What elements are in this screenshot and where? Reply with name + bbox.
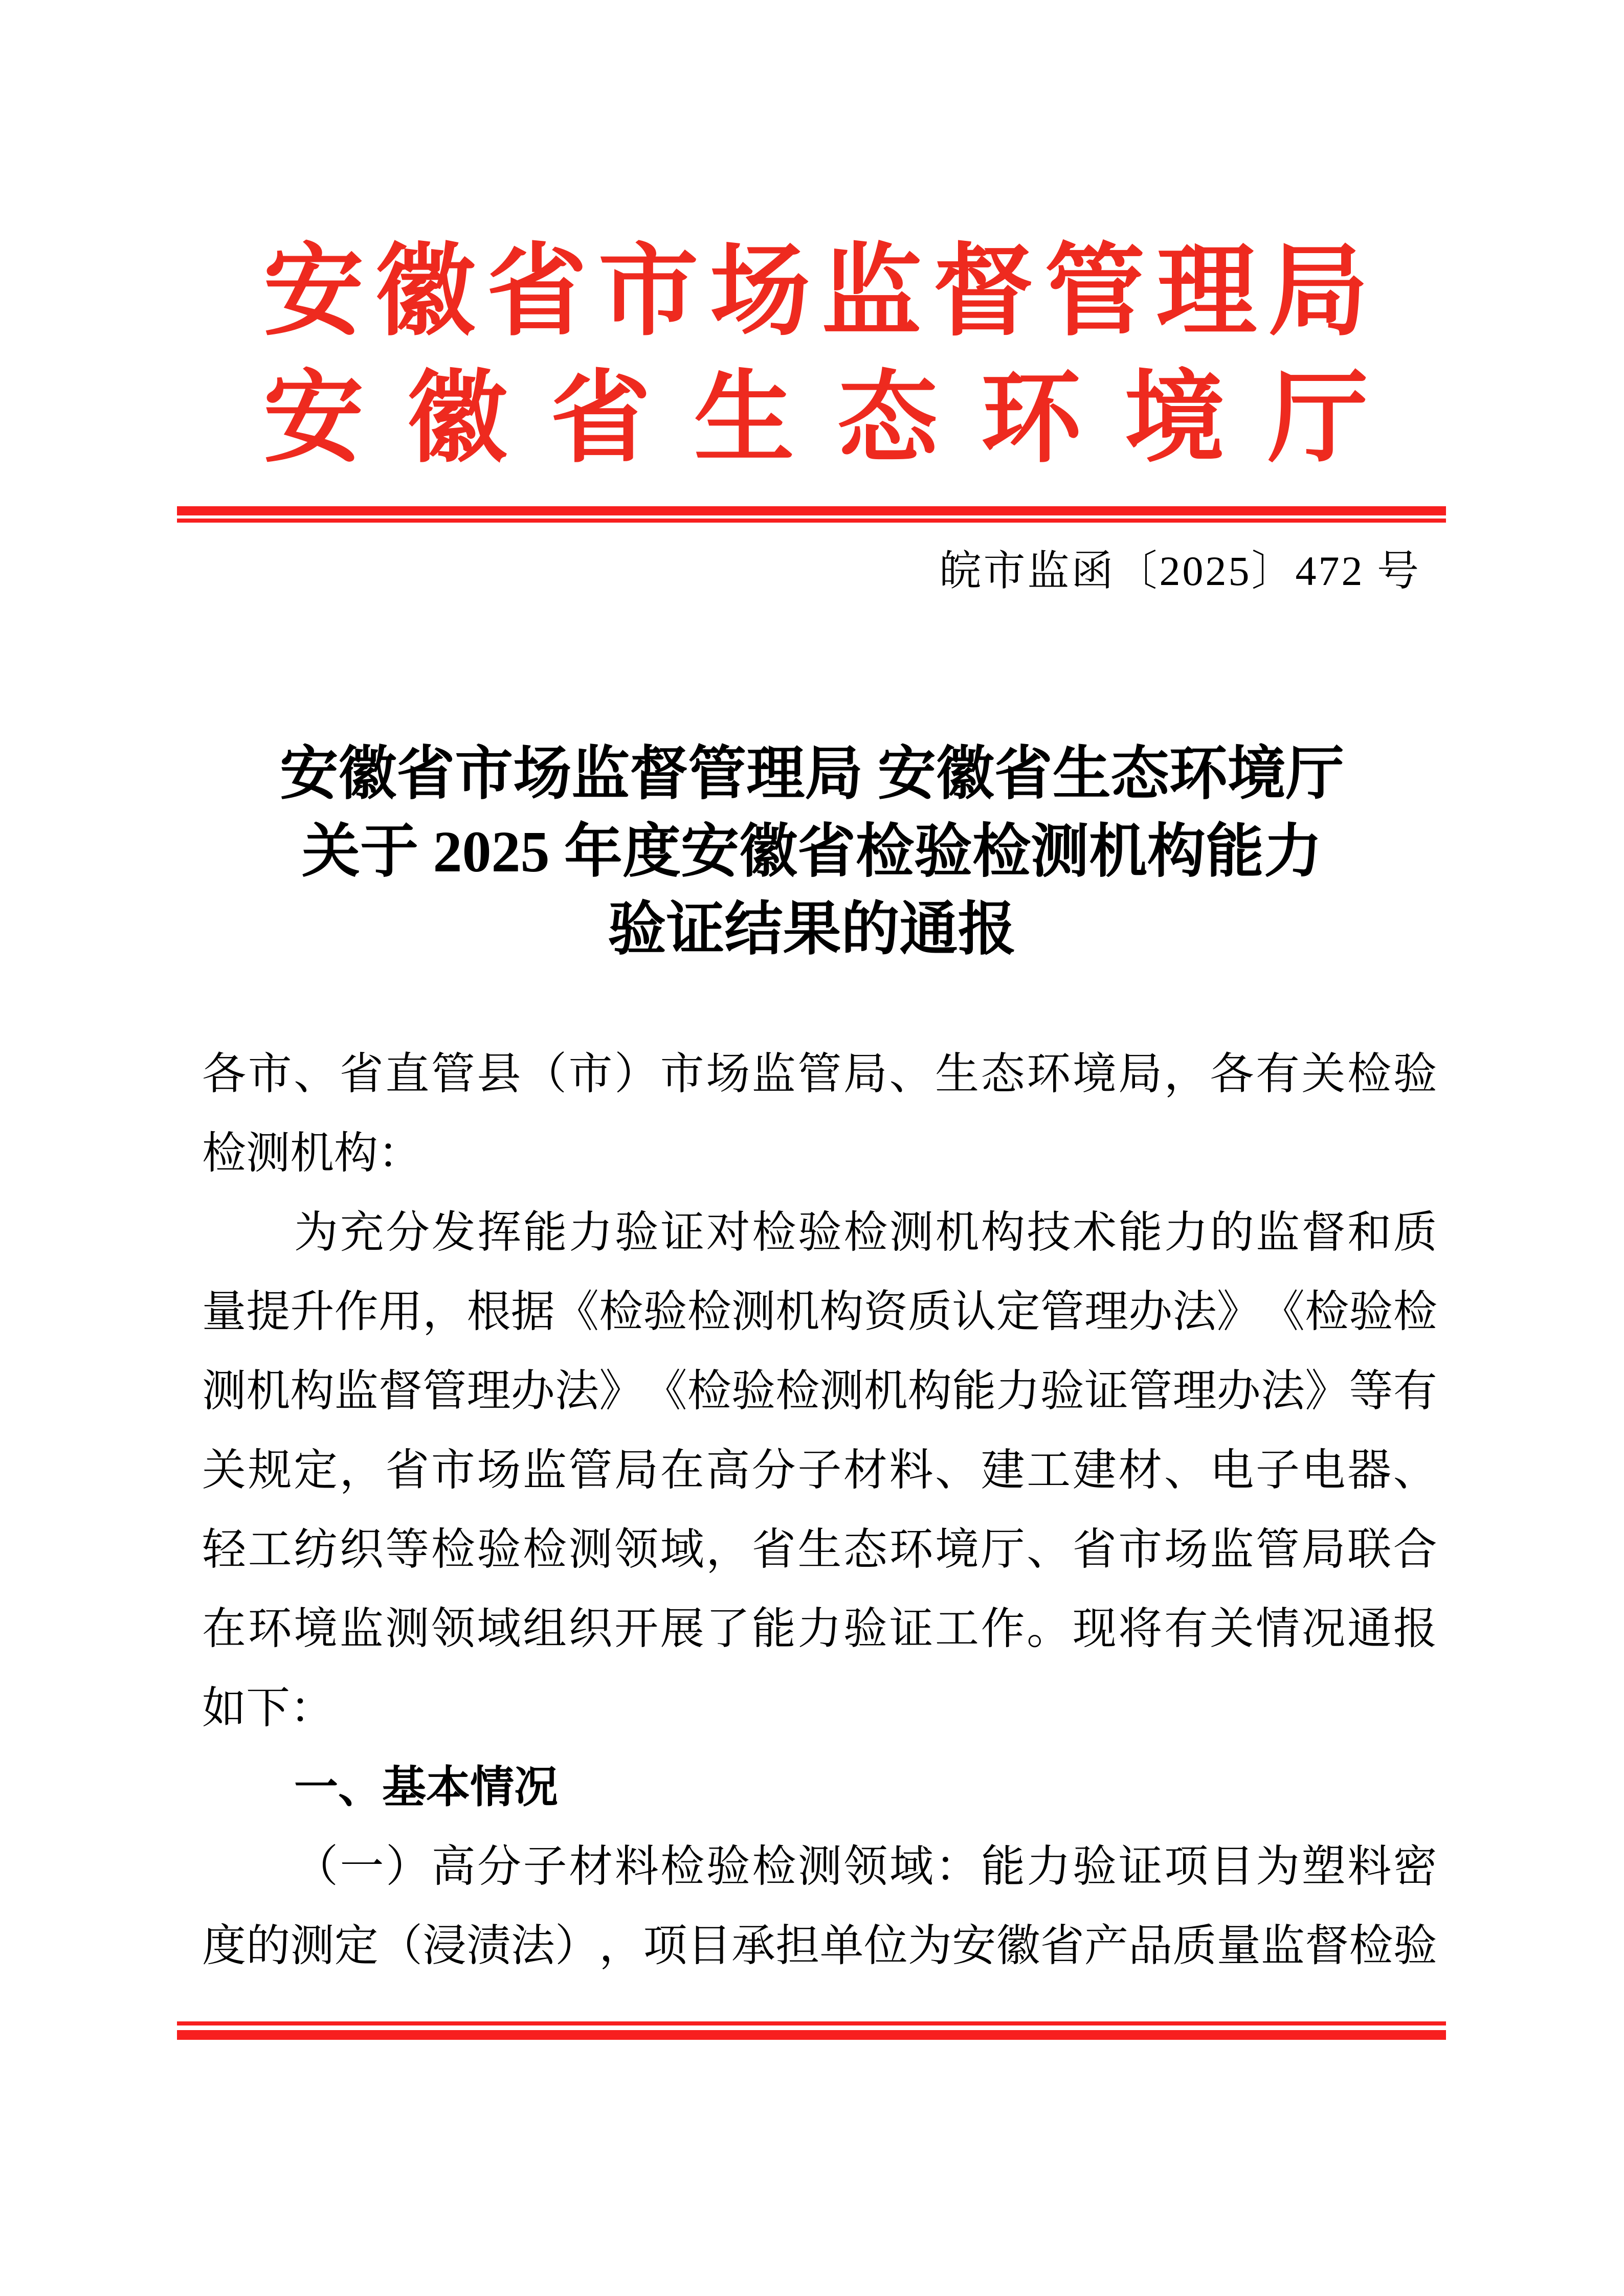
body-line: 测 机 构 监 督 管 理 办 法 》 《 检 验 检 测 机 构 能 力 验 证 管 理 办 法 》 等 有 (202, 1366, 1437, 1415)
footer-rule-thick (177, 2030, 1446, 2040)
body-line: 检测机构： (202, 1129, 422, 1178)
body-line: （ 一 ） 高 分 子 材 料 检 验 检 测 领 域 ： 能 力 验 证 项 目 为 塑 料 密 (294, 1842, 1437, 1891)
body-line: 各 市 、 省 直 管 县 （ 市 ） 市 场 监 管 局 、 生 态 环 境 局 ， 各 有 关 检 验 (202, 1049, 1437, 1098)
doc-title (0, 735, 1624, 969)
header-rule-thin (177, 519, 1446, 523)
doc-body (202, 1034, 1437, 1986)
footer-rule-thin (177, 2021, 1446, 2025)
body-heading-line: 一、基本情况 (294, 1763, 558, 1812)
body-line: 如下： (202, 1683, 334, 1732)
body-line: 在 环 境 监 测 领 域 组 织 开 展 了 能 力 验 证 工 作 。 现 将 有 关 情 况 通 报 (202, 1604, 1437, 1653)
agency-name-line2: 安 徽 省 生 态 环 境 厅 (263, 364, 1368, 475)
doc-title-line3: 验证结果的通报 (608, 897, 1016, 962)
body-line: 度 的 测 定 （ 浸 渍 法 ） ， 项 目 承 担 单 位 为 安 徽 省 产 品 质 量 监 督 检 验 (202, 1921, 1437, 1970)
body-line: 量 提 升 作 用 ， 根 据 《 检 验 检 测 机 构 资 质 认 定 管 理 办 法 》 《 检 验 检 (202, 1287, 1437, 1336)
red-letterhead (263, 229, 1368, 483)
body-line: 轻 工 纺 织 等 检 验 检 测 领 域 ， 省 生 态 环 境 厅 、 省 市 场 监 管 局 联 合 (202, 1525, 1437, 1574)
doc-title-line1: 安徽省市场监督管理局 安徽省生态环境厅 (280, 741, 1344, 806)
body-line: 关 规 定 ， 省 市 场 监 管 局 在 高 分 子 材 料 、 建 工 建 材 、 电 子 电 器 、 (202, 1446, 1437, 1495)
doc-number: 皖市监函〔2025〕472 号 (939, 548, 1421, 594)
header-rule-thick (177, 506, 1446, 515)
body-line: 为 充 分 发 挥 能 力 验 证 对 检 验 检 测 机 构 技 术 能 力 的 监 督 和 质 (294, 1208, 1437, 1257)
doc-title-line2: 关于 2025 年度安徽省检验检测机构能力 (301, 819, 1322, 884)
agency-name-line1: 安 徽 省 市 场 监 督 管 理 局 (263, 237, 1368, 348)
